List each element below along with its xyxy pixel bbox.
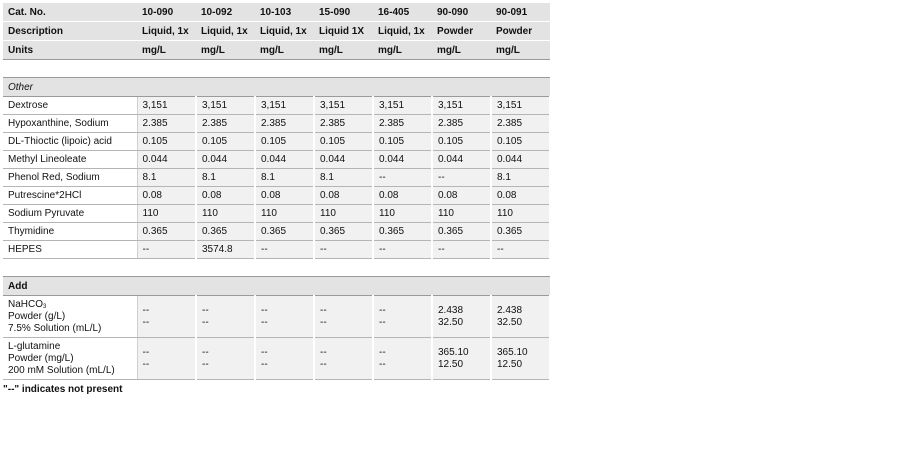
header-description-row-cell: Liquid 1X	[314, 22, 373, 41]
solution-value: --	[379, 316, 386, 328]
solution-value: --	[320, 316, 327, 328]
value-cell: 110	[137, 205, 196, 223]
value-cell: 3,151	[137, 97, 196, 115]
value-cell: 110	[314, 205, 373, 223]
value-cell	[137, 338, 196, 380]
glutamine-row-name-text: L-glutamine	[8, 340, 61, 352]
spacer-cell	[3, 60, 550, 78]
table-row	[3, 97, 550, 115]
solution-value: --	[142, 358, 150, 370]
header-catalog-row-cell: 10-092	[196, 3, 255, 22]
value-cell	[491, 296, 550, 338]
value-cell	[432, 296, 491, 338]
powder-value: 2.438	[497, 304, 523, 316]
value-cell: --	[491, 241, 550, 259]
value-cell: 0.365	[196, 223, 255, 241]
table-row	[3, 169, 550, 187]
value-cell: 8.1	[491, 169, 550, 187]
solution-value: --	[320, 358, 327, 370]
value-cell: 110	[373, 205, 432, 223]
powder-value: --	[320, 346, 327, 358]
value-cell: 3,151	[314, 97, 373, 115]
value-cell: 0.365	[491, 223, 550, 241]
header-catalog-row	[3, 3, 550, 22]
value-cell	[196, 338, 255, 380]
component-label: Dextrose	[3, 97, 137, 115]
component-label: Phenol Red, Sodium	[3, 169, 137, 187]
value-cell	[196, 296, 255, 338]
value-cell: 0.044	[491, 151, 550, 169]
section-other	[3, 78, 550, 97]
value-cell: 0.044	[196, 151, 255, 169]
nahco3-row	[3, 296, 550, 338]
value-cell: 3,151	[491, 97, 550, 115]
value-cell: 2.385	[491, 115, 550, 133]
value-cell: 3,151	[373, 97, 432, 115]
component-label: Hypoxanthine, Sodium	[3, 115, 137, 133]
component-label: Methyl Lineoleate	[3, 151, 137, 169]
component-label: Thymidine	[3, 223, 137, 241]
value-cell: 0.105	[137, 133, 196, 151]
powder-value: 365.10	[438, 346, 469, 358]
component-label: Sodium Pyruvate	[3, 205, 137, 223]
value-cell: 0.08	[255, 187, 314, 205]
powder-value: --	[142, 346, 150, 358]
powder-value: --	[379, 346, 386, 358]
value-cell: 3,151	[432, 97, 491, 115]
value-cell	[255, 338, 314, 380]
glutamine-row	[3, 338, 550, 380]
value-cell: --	[137, 241, 196, 259]
nahco3-row-solution-label: 7.5% Solution (mL/L)	[8, 322, 102, 334]
value-cell	[432, 338, 491, 380]
header-description-row-cell: Liquid, 1x	[373, 22, 432, 41]
nahco3-row-name-text: NaHCO	[8, 298, 44, 310]
spacer-row	[3, 60, 550, 78]
powder-value: --	[202, 346, 209, 358]
value-cell: 110	[432, 205, 491, 223]
value-cell	[373, 296, 432, 338]
value-cell: 3,151	[196, 97, 255, 115]
header-units-row-cell: mg/L	[137, 41, 196, 60]
header-description-row-cell: Powder	[491, 22, 550, 41]
component-label: Putrescine*2HCl	[3, 187, 137, 205]
glutamine-row-powder-label: Powder (mg/L)	[8, 352, 74, 364]
section-add-title: Add	[3, 277, 550, 296]
header-units-row-cell: mg/L	[432, 41, 491, 60]
powder-value: --	[320, 304, 327, 316]
value-cell: --	[314, 241, 373, 259]
header-units-row-cell: mg/L	[255, 41, 314, 60]
value-cell: 0.365	[255, 223, 314, 241]
value-cell: 0.105	[196, 133, 255, 151]
value-cell: --	[432, 169, 491, 187]
value-cell: 0.105	[314, 133, 373, 151]
value-cell: --	[373, 241, 432, 259]
value-cell: 8.1	[314, 169, 373, 187]
value-cell: 8.1	[255, 169, 314, 187]
powder-value: --	[261, 346, 268, 358]
value-cell	[314, 338, 373, 380]
value-cell	[255, 296, 314, 338]
solution-value: --	[142, 316, 150, 328]
header-catalog-row-cell: 10-090	[137, 3, 196, 22]
glutamine-row-name	[8, 341, 137, 353]
component-label: HEPES	[3, 241, 137, 259]
powder-value: 2.438	[438, 304, 464, 316]
value-cell: 0.365	[373, 223, 432, 241]
glutamine-row-label	[3, 338, 137, 380]
value-cell: 0.08	[373, 187, 432, 205]
header-catalog-row-cell: 90-091	[491, 3, 550, 22]
nahco3-row-subscript: 3	[43, 303, 47, 310]
table-row	[3, 133, 550, 151]
powder-value: 365.10	[497, 346, 528, 358]
value-cell: --	[373, 169, 432, 187]
header-catalog-row-cell: 15-090	[314, 3, 373, 22]
solution-value: 32.50	[497, 316, 523, 328]
value-cell: 110	[196, 205, 255, 223]
header-description-row-label: Description	[3, 22, 137, 41]
solution-value: --	[202, 358, 209, 370]
header-description-row-cell: Liquid, 1x	[196, 22, 255, 41]
header-description-row-cell: Liquid, 1x	[255, 22, 314, 41]
header-units-row-cell: mg/L	[373, 41, 432, 60]
solution-value: --	[261, 316, 268, 328]
header-units-row-cell: mg/L	[314, 41, 373, 60]
header-catalog-row-cell: 16-405	[373, 3, 432, 22]
value-cell	[314, 296, 373, 338]
solution-value: 12.50	[438, 358, 464, 370]
value-cell: 0.044	[373, 151, 432, 169]
solution-value: --	[261, 358, 268, 370]
value-cell: 0.044	[432, 151, 491, 169]
solution-value: --	[379, 358, 386, 370]
value-cell: 0.105	[491, 133, 550, 151]
solution-value: --	[202, 316, 209, 328]
header-units-row-label: Units	[3, 41, 137, 60]
value-cell: 0.044	[137, 151, 196, 169]
value-cell: 2.385	[373, 115, 432, 133]
value-cell: 0.365	[137, 223, 196, 241]
value-cell: 2.385	[314, 115, 373, 133]
value-cell: 8.1	[137, 169, 196, 187]
section-other-title: Other	[3, 78, 550, 97]
value-cell: 0.08	[432, 187, 491, 205]
powder-value: --	[379, 304, 386, 316]
value-cell: 0.365	[432, 223, 491, 241]
spacer-cell	[3, 259, 550, 277]
powder-value: --	[202, 304, 209, 316]
value-cell: 0.08	[491, 187, 550, 205]
powder-value: --	[261, 304, 268, 316]
value-cell: 0.08	[137, 187, 196, 205]
header-description-row-cell: Liquid, 1x	[137, 22, 196, 41]
value-cell	[137, 296, 196, 338]
header-units-row-cell: mg/L	[196, 41, 255, 60]
powder-value: --	[142, 304, 150, 316]
footnote: "--" indicates not present	[3, 384, 123, 395]
section-add	[3, 277, 550, 296]
value-cell: 2.385	[432, 115, 491, 133]
spacer-row	[3, 259, 550, 277]
nahco3-row-label	[3, 296, 137, 338]
nahco3-row-name	[8, 299, 137, 311]
solution-value: 12.50	[497, 358, 523, 370]
value-cell	[373, 338, 432, 380]
table-row	[3, 241, 550, 259]
value-cell: 2.385	[137, 115, 196, 133]
value-cell: 0.044	[314, 151, 373, 169]
header-description-row	[3, 22, 550, 41]
table-row	[3, 223, 550, 241]
glutamine-row-solution-label: 200 mM Solution (mL/L)	[8, 364, 115, 376]
value-cell: 0.044	[255, 151, 314, 169]
value-cell: 0.08	[196, 187, 255, 205]
header-units-row	[3, 41, 550, 60]
value-cell: 8.1	[196, 169, 255, 187]
table-row	[3, 115, 550, 133]
value-cell: 2.385	[255, 115, 314, 133]
value-cell: 0.105	[255, 133, 314, 151]
formulation-table	[3, 3, 551, 380]
component-label: DL-Thioctic (lipoic) acid	[3, 133, 137, 151]
table-row	[3, 187, 550, 205]
value-cell: 3,151	[255, 97, 314, 115]
value-cell: 0.105	[432, 133, 491, 151]
solution-value: 32.50	[438, 316, 464, 328]
value-cell: 2.385	[196, 115, 255, 133]
value-cell: 110	[491, 205, 550, 223]
value-cell: --	[255, 241, 314, 259]
header-catalog-row-cell: 90-090	[432, 3, 491, 22]
header-units-row-cell: mg/L	[491, 41, 550, 60]
header-catalog-row-label: Cat. No.	[3, 3, 137, 22]
table-body	[3, 3, 550, 380]
value-cell: 0.08	[314, 187, 373, 205]
header-catalog-row-cell: 10-103	[255, 3, 314, 22]
table-row	[3, 151, 550, 169]
value-cell: 3574.8	[196, 241, 255, 259]
header-description-row-cell: Powder	[432, 22, 491, 41]
value-cell: 110	[255, 205, 314, 223]
value-cell: 0.365	[314, 223, 373, 241]
value-cell	[491, 338, 550, 380]
table-row	[3, 205, 550, 223]
value-cell: --	[432, 241, 491, 259]
nahco3-row-powder-label: Powder (g/L)	[8, 310, 66, 322]
value-cell: 0.105	[373, 133, 432, 151]
